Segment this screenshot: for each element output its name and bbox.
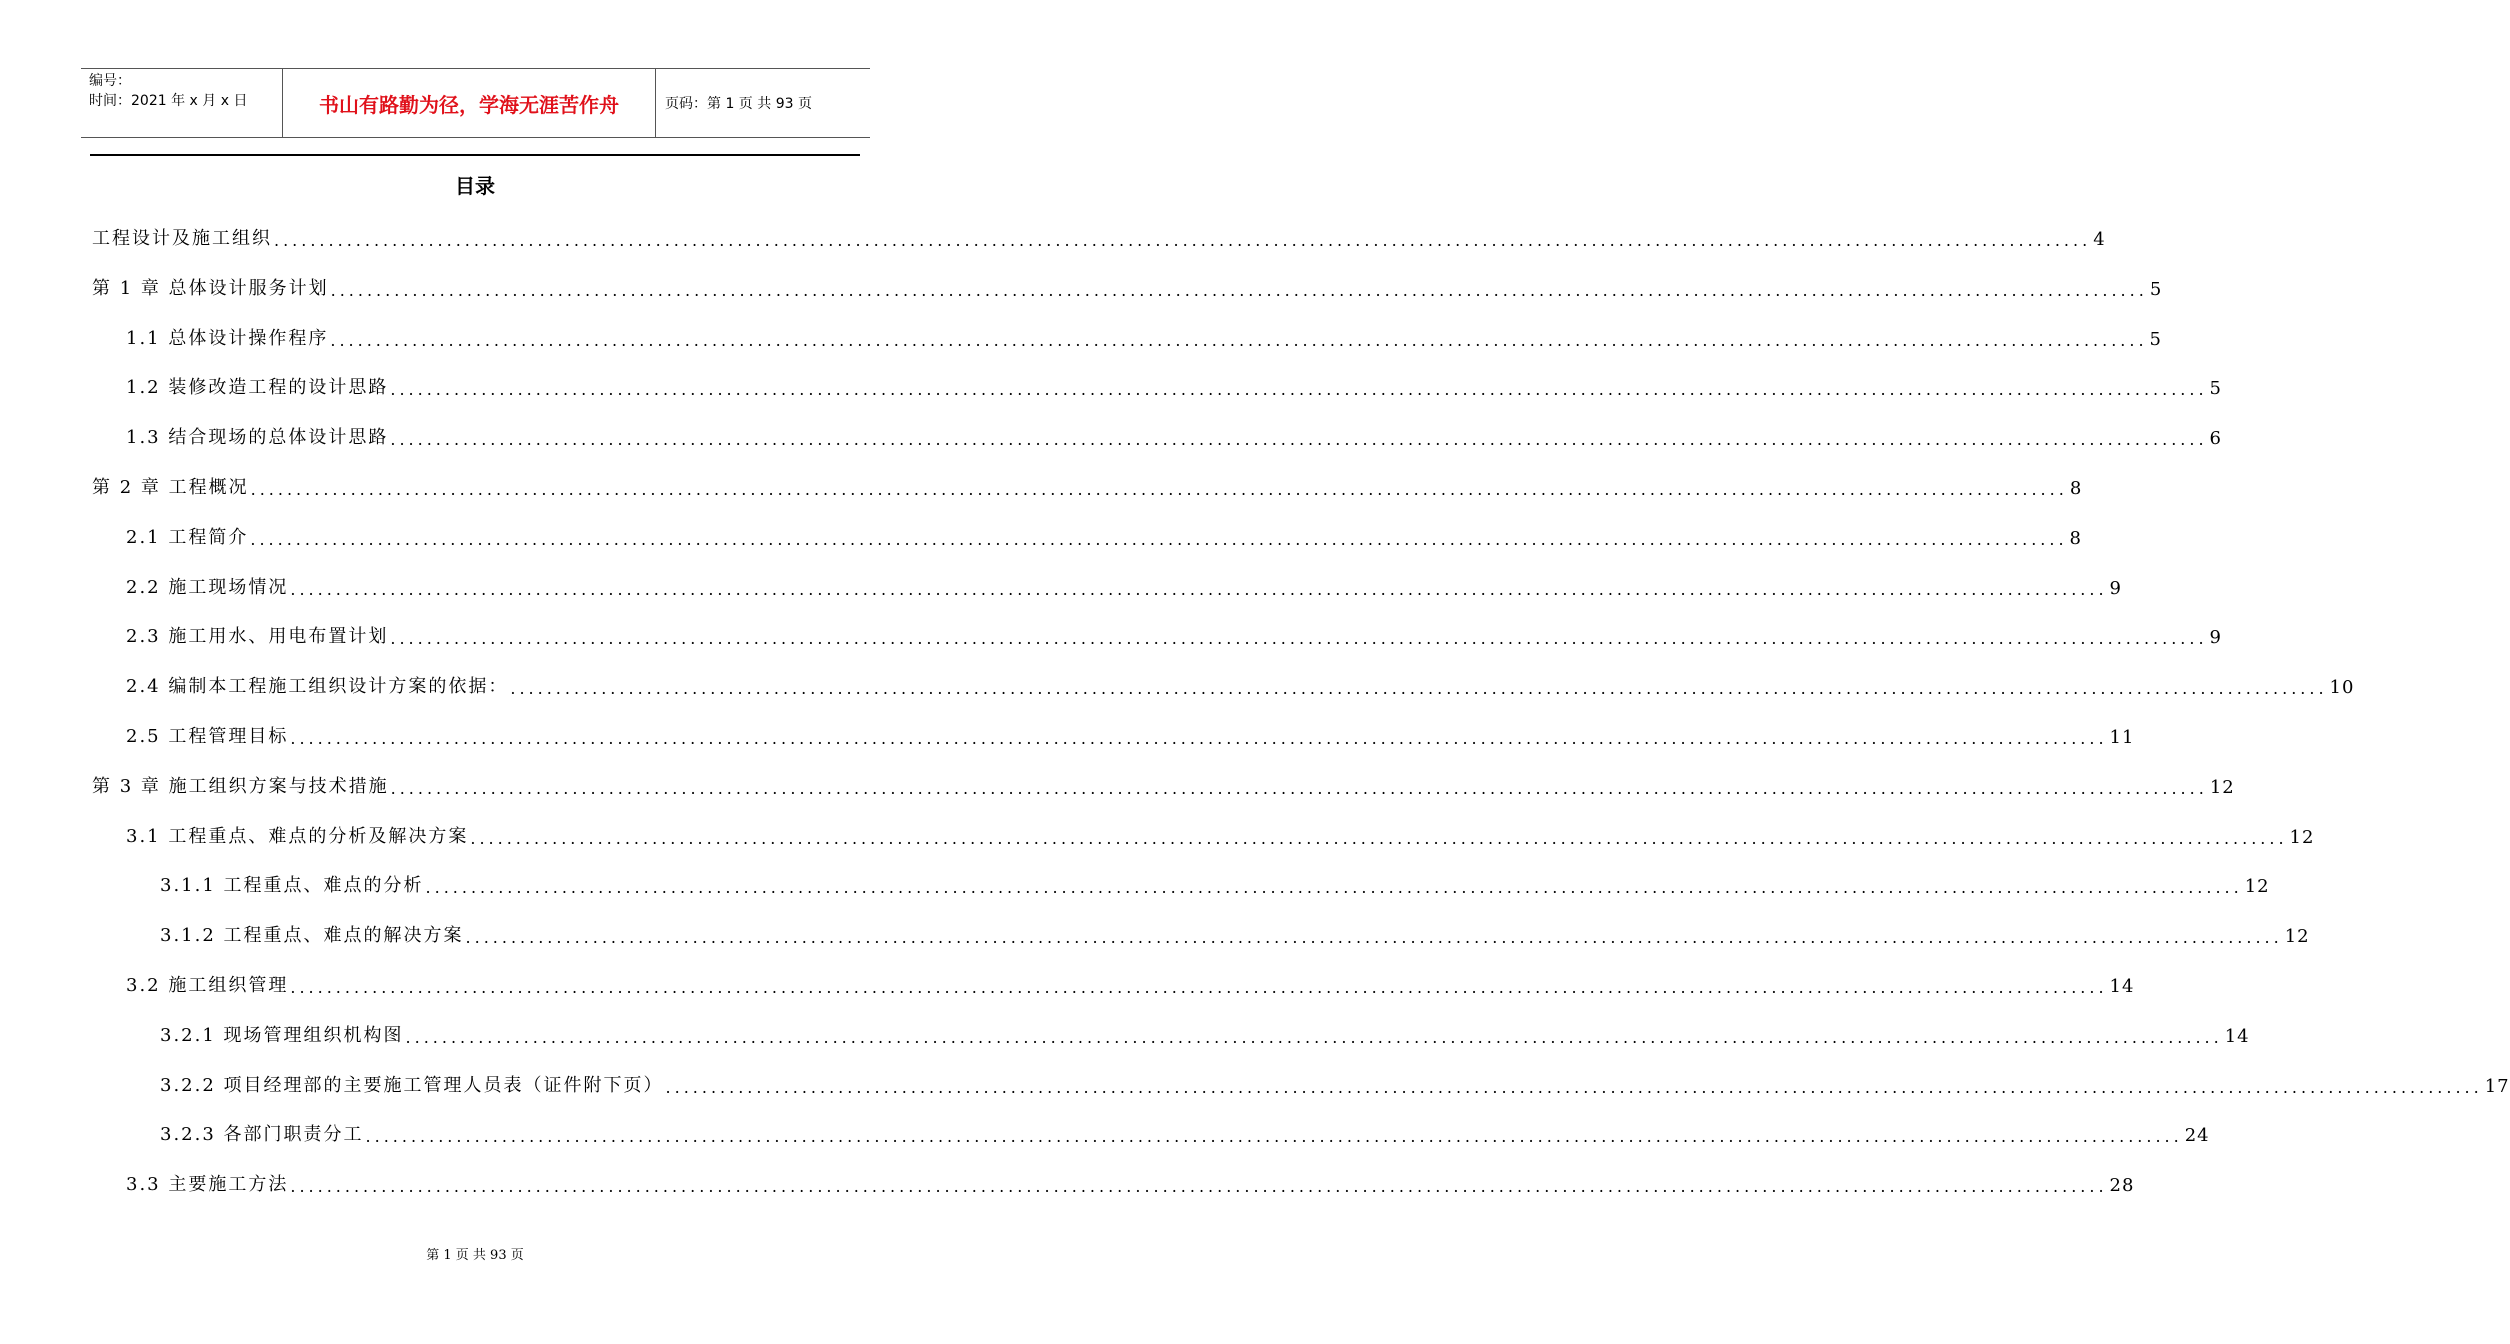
toc-entry-page: 12 xyxy=(2284,926,2310,948)
toc-entry-label: 3.1 工程重点、难点的分析及解决方案 xyxy=(126,825,469,847)
toc-entry-page: 11 xyxy=(2109,727,2135,748)
toc-entry[interactable] xyxy=(160,1118,2210,1147)
toc-entry-page: 24 xyxy=(2184,1125,2210,1147)
toc-dot-leader: ........................................................................................................................................................................................................ xyxy=(290,1177,2108,1197)
date-label: 时间：2021 年 x 月 x 日 xyxy=(89,93,248,109)
toc-entry-label: 1.3 结合现场的总体设计思路 xyxy=(126,427,389,449)
toc-entry-page: 12 xyxy=(2289,826,2315,848)
toc-entry-label: 2.3 施工用水、用电布置计划 xyxy=(126,626,389,648)
toc-entry[interactable] xyxy=(92,222,2106,250)
toc-entry[interactable] xyxy=(160,919,2310,948)
toc-entry-page: 5 xyxy=(2149,278,2163,300)
toc-dot-leader: ........................................................................................................................................................................................................ xyxy=(274,231,2092,250)
toc-entry-page: 6 xyxy=(2209,428,2222,450)
toc-dot-leader: ........................................................................................................................................................................................................ xyxy=(405,1027,2223,1047)
toc-entry[interactable] xyxy=(126,322,2162,350)
toc-dot-leader: ........................................................................................................................................................................................................ xyxy=(330,280,2148,300)
header-page-info: 页码：第 1 页 共 93 页 xyxy=(665,96,812,112)
toc-entry-page: 10 xyxy=(2329,677,2355,699)
toc-entry-label: 3.2.1 现场管理组织机构图 xyxy=(160,1024,404,1046)
toc-entry-label: 3.2 施工组织管理 xyxy=(126,975,289,996)
toc-entry[interactable] xyxy=(160,1019,2250,1047)
toc-entry[interactable] xyxy=(126,371,2222,400)
toc-entry-label: 3.2.3 各部门职责分工 xyxy=(160,1124,364,1146)
toc-entry-page: 14 xyxy=(2224,1025,2250,1047)
toc-entry-label: 2.5 工程管理目标 xyxy=(126,726,289,747)
toc-entry[interactable] xyxy=(126,521,2082,549)
toc-dot-leader: ........................................................................................................................................................................................................ xyxy=(425,878,2243,898)
toc-dot-leader: ........................................................................................................................................................................................................ xyxy=(390,430,2208,450)
toc-entry-page: 5 xyxy=(2209,378,2222,400)
toc-entry[interactable] xyxy=(92,471,2083,499)
toc-entry-page: 5 xyxy=(2149,328,2162,350)
toc-title: 目录 xyxy=(455,174,495,198)
toc-dot-leader: ........................................................................................................................................................................................................ xyxy=(290,729,2108,748)
toc-entry-label: 工程设计及施工组织 xyxy=(92,228,272,249)
toc-entry-label: 2.4 编制本工程施工组织设计方案的依据： xyxy=(126,676,509,698)
toc-entry-label: 3.2.2 项目经理部的主要施工管理人员表（证件附下页） xyxy=(160,1074,664,1096)
toc-entry-label: 3.1.1 工程重点、难点的分析 xyxy=(160,875,424,897)
toc-entry-label: 2.1 工程简介 xyxy=(126,526,249,548)
toc-entry-page: 4 xyxy=(2093,229,2106,250)
toc-dot-leader: ........................................................................................................................................................................................................ xyxy=(330,330,2148,350)
toc-entry-page: 8 xyxy=(2069,527,2082,549)
toc-entry[interactable] xyxy=(126,571,2122,599)
header-motto: 书山有路勤为径，学海无涯苦作舟 xyxy=(283,69,656,137)
toc-dot-leader: ........................................................................................................................................................................................................ xyxy=(365,1127,2183,1147)
toc-entry-label: 3.3 主要施工方法 xyxy=(126,1174,289,1196)
toc-dot-leader: ........................................................................................................................................................................................................ xyxy=(465,928,2283,948)
page-footer: 第 1 页 共 93 页 xyxy=(426,1248,524,1263)
toc-entry-page: 9 xyxy=(2209,627,2222,649)
toc-dot-leader: ........................................................................................................................................................................................................ xyxy=(470,828,2288,848)
toc-entry[interactable] xyxy=(92,272,2163,300)
toc-dot-leader: ........................................................................................................................................................................................................ xyxy=(390,778,2208,798)
toc-entry[interactable] xyxy=(126,1168,2135,1197)
toc-entry-page: 28 xyxy=(2109,1175,2135,1197)
toc-entry-page: 9 xyxy=(2109,577,2122,599)
toc-entry[interactable] xyxy=(160,1069,2510,1097)
toc-entry[interactable] xyxy=(126,620,2222,649)
number-label: 编号： xyxy=(89,73,131,89)
toc-entry[interactable] xyxy=(126,969,2135,997)
toc-entry[interactable] xyxy=(92,770,2235,798)
toc-dot-leader: ........................................................................................................................................................................................................ xyxy=(290,579,2108,599)
toc-dot-leader: ........................................................................................................................................................................................................ xyxy=(390,380,2208,400)
toc-entry-label: 2.2 施工现场情况 xyxy=(126,576,289,598)
toc-entry-page: 17 xyxy=(2484,1075,2510,1097)
toc-entry-label: 3.1.2 工程重点、难点的解决方案 xyxy=(160,925,464,947)
toc-entry-page: 8 xyxy=(2069,478,2083,499)
toc-entry-label: 第 1 章 总体设计服务计划 xyxy=(92,277,329,299)
toc-entry[interactable] xyxy=(160,869,2270,898)
toc-entry-label: 第 3 章 施工组织方案与技术措施 xyxy=(92,775,389,797)
toc-entry-label: 1.2 装修改造工程的设计思路 xyxy=(126,377,389,399)
toc-dot-leader: ........................................................................................................................................................................................................ xyxy=(250,480,2068,499)
toc-entry[interactable] xyxy=(126,670,2355,699)
toc-entry-label: 第 2 章 工程概况 xyxy=(92,477,249,498)
toc-entry[interactable] xyxy=(126,820,2315,848)
toc-dot-leader: ........................................................................................................................................................................................................ xyxy=(290,978,2108,997)
toc-dot-leader: ........................................................................................................................................................................................................ xyxy=(665,1077,2483,1097)
toc-entry-page: 12 xyxy=(2244,876,2270,898)
toc-dot-leader: ........................................................................................................................................................................................................ xyxy=(510,679,2328,699)
toc-entry-page: 14 xyxy=(2109,976,2135,997)
toc-dot-leader: ........................................................................................................................................................................................................ xyxy=(250,529,2068,549)
toc-entry[interactable] xyxy=(126,421,2222,450)
toc-entry[interactable] xyxy=(126,720,2135,748)
toc-entry-label: 1.1 总体设计操作程序 xyxy=(126,327,329,349)
toc-dot-leader: ........................................................................................................................................................................................................ xyxy=(390,629,2208,649)
toc-entry-page: 12 xyxy=(2209,776,2235,798)
